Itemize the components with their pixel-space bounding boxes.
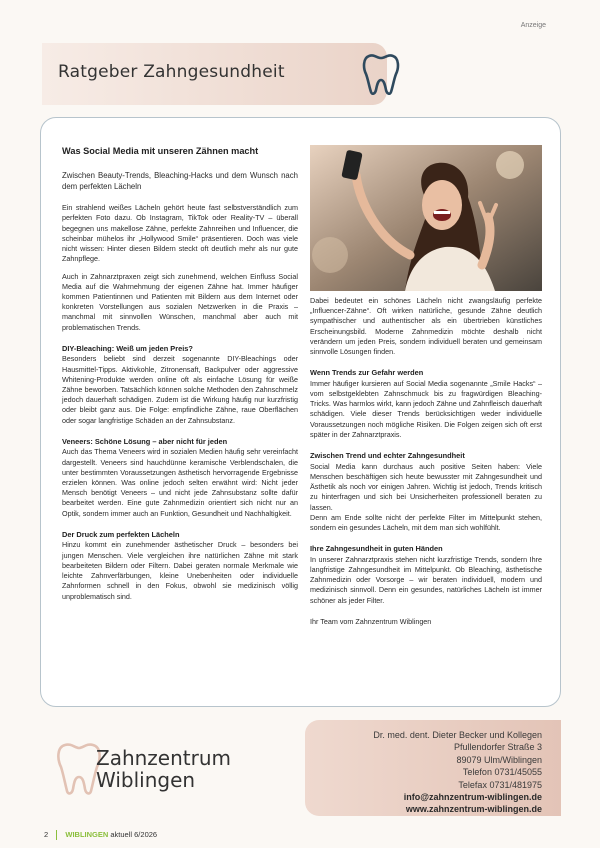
- section-text-haende: In unserer Zahnarztpraxis stehen nicht kurzfristige Trends, sondern Ihre langfristige Zahngesundheit im Mittelpunkt. Ob Bleaching, ästhetische Zahnmedizin oder Vorsorge – wir beraten individuell, modern und medizinisch sinnvoll. Denn ein gesundes, natürliches Lächeln ist immer schöner als jeder Filter.: [310, 554, 542, 605]
- section-text-trend-1: Social Media kann durchaus auch positive Seiten haben: Viele Menschen beschäftigen sich heute bewusster mit Zahngesundheit und Ästhetik als noch vor einigen Jahren. Wichtig ist jedoch, Trends kritisch zu hinterfragen und sich bei Unsicherheiten professionell beraten zu lassen.: [310, 461, 542, 512]
- contact-block: [373, 729, 542, 816]
- article-photo-selfie: [310, 145, 542, 291]
- logo-name-line2: Wiblingen: [96, 768, 196, 792]
- intro-paragraph-2: Auch in Zahnarztpraxen zeigt sich zunehmend, welchen Einfluss Social Media auf die Wahrnehmung der eigenen Zähne hat. Immer häufiger kommen Patientinnen und Patienten mit Bildern aus dem Internet oder konkreten Vorstellungen aus sozialen Netzwerken in die Praxis – manchmal mit sinnvollen Wünschen, manchmal aber auch mit problematischen Trends.: [62, 271, 298, 332]
- section-text-gefahr: Immer häufiger kursieren auf Social Media sogenannte „Smile Hacks“ – vom selbstgeklebten Zahnschmuck bis zu fragwürdigen Bleaching-Tricks. Was harmlos wirkt, kann jedoch Zähne und Zahnfleisch dauerhaft schädigen. Viele dieser Trends berücksichtigen weder individuelle Voraussetzungen noch mögliche Risiken. Die Folgen zeigen sich oft erst später in der Zahnarztpraxis.: [310, 378, 542, 439]
- tooth-icon: [361, 50, 401, 96]
- footer-separator: [56, 830, 57, 840]
- section-text-veneers: Auch das Thema Veneers wird in sozialen Medien häufig sehr vereinfacht dargestellt. Veneers sind hauchdünne keramische Verblendschalen, die unter bestimmten Voraussetzungen ästhetisch hervorragende Ergebnisse erzielen können. Was online jedoch selten erwähnt wird: Nicht jeder Mensch benötigt Veneers – und nicht jede Zahnsubstanz sollte dafür bearbeitet werden. Eine gute Zahnmedizin orientiert sich nicht nur an Optik, sondern immer auch an Funktion, Gesundheit und Nachhaltigkeit.: [62, 447, 298, 518]
- page-footer: [44, 830, 157, 840]
- contact-doctors: Dr. med. dent. Dieter Becker und Kollegen: [373, 730, 542, 740]
- section-text-trend-2: Denn am Ende sollte nicht der perfekte Filter im Mittelpunkt stehen, sondern ein gesundes Lächeln, mit dem man sich wohlfühlt.: [310, 512, 542, 532]
- logo-name-line1: Zahnzentrum: [96, 746, 232, 770]
- section-heading-haende: Ihre Zahngesundheit in guten Händen: [310, 544, 443, 554]
- article-lead: Zwischen Beauty-Trends, Bleaching-Hacks und dem Wunsch nach dem perfekten Lächeln: [62, 171, 298, 192]
- contact-street: Pfullendorfer Straße 3: [453, 742, 542, 753]
- contact-web-link[interactable]: www.zahnzentrum-wiblingen.de: [405, 804, 542, 815]
- section-heading-druck: Der Druck zum perfekten Lächeln: [62, 529, 180, 539]
- article-signature: Ihr Team vom Zahnzentrum Wiblingen: [310, 616, 432, 626]
- section-heading-veneers: Veneers: Schöne Lösung – aber nicht für jeden: [62, 436, 228, 446]
- article-headline: Was Social Media mit unseren Zähnen macht: [62, 146, 259, 156]
- right-intro-paragraph: Dabei bedeutet ein schönes Lächeln nicht zwangsläufig perfekte „Influencer-Zähne“. Oft wirken natürliche, gesunde Zähne deutlich sympathischer und authentischer als ein übertrieben künstliches Erscheinungsbild. Moderne Zahnmedizin möchte deshalb nicht verändern um jeden Preis, sondern individuell beraten und gemeinsam sinnvolle Lösungen finden.: [310, 296, 542, 357]
- intro-paragraph-1: Ein strahlend weißes Lächeln gehört heute fast selbstverständlich zum perfekten Foto dazu. Ob Instagram, TikTok oder Reality-TV – überall begegnen uns makellose Zähne, perfekte Zahnreihen und Influencer, die scheinbar mühelos ihr „Hollywood Smile“ präsentieren. Doch was viele nicht wissen: Hinter diesen Bildern steckt oft deutlich mehr als nur gute Zahnpflege.: [62, 203, 298, 264]
- footer-issue: aktuell 6/2026: [110, 830, 158, 839]
- contact-email-link[interactable]: info@zahnzentrum-wiblingen.de: [403, 792, 542, 803]
- section-text-diy-bleaching: Besonders beliebt sind derzeit sogenannte DIY-Bleachings oder Hausmittel-Tipps. Aktivkohle, Zitronensaft, Backpulver oder aggressive Whitening-Produkte werden online oft als einfache Lösung für weiße Zähne beworben. Tatsächlich können solche Methoden den Zahnschmelz jedoch dauerhaft schädigen. Zudem ist die Wirkung häufig nur kurzfristig oder bleibt ganz aus. Die Folge: empfindliche Zähne, raue Oberflächen oder sogar langfristige Schäden an der Zahnsubstanz.: [62, 354, 298, 425]
- article-right-column: [310, 296, 542, 634]
- footer-brand: WIBLINGEN: [65, 830, 109, 839]
- contact-fax: Telefax 0731/481975: [458, 779, 542, 790]
- contact-city: 89079 Ulm/Wiblingen: [456, 754, 542, 765]
- page-number: 2: [44, 830, 49, 839]
- section-text-druck: Hinzu kommt ein zunehmender ästhetischer Druck – besonders bei jungen Menschen. Viele vergleichen ihre natürlichen Zähne mit stark bearbeiteten Bildern oder Filtern. Dabei geraten normale Merkmale wie leichte Zahnverfärbungen, kleine Unebenheiten oder individuelle Zahnformen schnell in den Fokus, obwohl sie medizinisch völlig unproblematisch sind.: [62, 540, 298, 601]
- section-heading-trend: Zwischen Trend und echter Zahngesundheit: [310, 451, 465, 461]
- ad-label: Anzeige: [520, 22, 546, 29]
- article-left-column: [62, 145, 298, 609]
- contact-phone: Telefon 0731/45055: [462, 767, 542, 778]
- page-title: Ratgeber Zahngesundheit: [58, 62, 285, 82]
- section-heading-gefahr: Wenn Trends zur Gefahr werden: [310, 368, 424, 378]
- section-heading-diy-bleaching: DIY-Bleaching: Weiß um jeden Preis?: [62, 343, 193, 353]
